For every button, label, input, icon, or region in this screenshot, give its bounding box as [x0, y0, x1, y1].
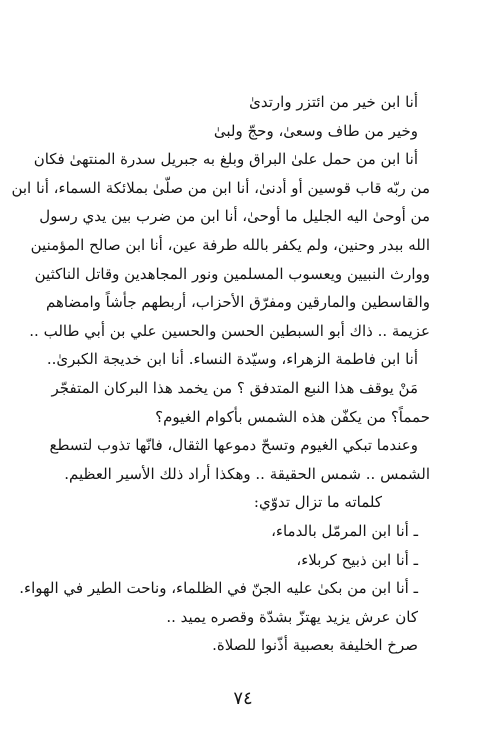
text-line: عزيمة .. ذاك أبو السبطين الحسن والحسين علي بن أبي طالب ..: [29, 321, 430, 340]
body-text: [11, 88, 430, 660]
text-line: أنا ابن فاطمة الزهراء، وسيّدة النساء. أنا ابن خديجة الكبرىٰ..: [46, 350, 418, 369]
text-line: ـ أنا ابن المرمّل بالدماء،: [271, 521, 418, 540]
text-line: وخير من طاف وسعىٰ، وحجّ ولبىٰ: [213, 121, 418, 140]
text-line: من أوحىٰ اليه الجليل ما أوحىٰ، أنا ابن من ضرب بين يدي رسول: [39, 207, 430, 226]
text-line: صرخ الخليفة بعصبية أذّنوا للصلاة.: [212, 636, 418, 655]
text-line: الله ببدر وحنين، ولم يكفر بالله طرفة عين، أنا ابن صالح المؤمنين: [30, 235, 430, 254]
text-line: أنا ابن خير من ائتزر وارتدىٰ: [249, 93, 418, 111]
text-line: ـ أنا ابن من بكىٰ عليه الجنّ في الظلماء، وناحت الطير في الهواء.: [19, 579, 418, 598]
text-line: كلماته ما تزال تدوّي:: [253, 493, 382, 512]
text-line: الشمس .. شمس الحقيقة .. وهكذا أراد ذلك الأسير العظيم.: [64, 464, 430, 483]
text-line: ووارث النبيين ويعسوب المسلمين ونور المجاهدين وقاتل الناكثين: [34, 264, 430, 283]
text-line: كان عرش يزيد يهتزّ بشدّة وقصره يميد ..: [166, 607, 418, 626]
text-line: أنا ابن من حمل علىٰ البراق وبلغ به جبريل سدرة المنتهىٰ فكان: [33, 150, 418, 169]
text-line: من ربّه قاب قوسين أو أدنىٰ، أنا ابن من صلّىٰ بملائكة السماء، أنا ابن: [11, 178, 430, 197]
page-number: ٧٤: [233, 688, 253, 709]
text-line: والقاسطين والمارقين ومفرّق الأحزاب، أربطهم جأشاً وامضاهم: [45, 293, 430, 312]
text-line: مَنْ يوقف هذا النبع المتدفق ؟ من يخمد هذا البركان المتفجّر: [51, 378, 418, 397]
text-line: حمماً؟ من يكفّن هذه الشمس بأكوام الغيوم؟: [155, 407, 430, 426]
text-line: ـ أنا ابن ذبيح كربلاء،: [296, 550, 418, 569]
text-line: وعندما تبكي الغيوم وتسحّ دموعها الثقال، فانّها تذوب لتسطع: [49, 436, 418, 455]
